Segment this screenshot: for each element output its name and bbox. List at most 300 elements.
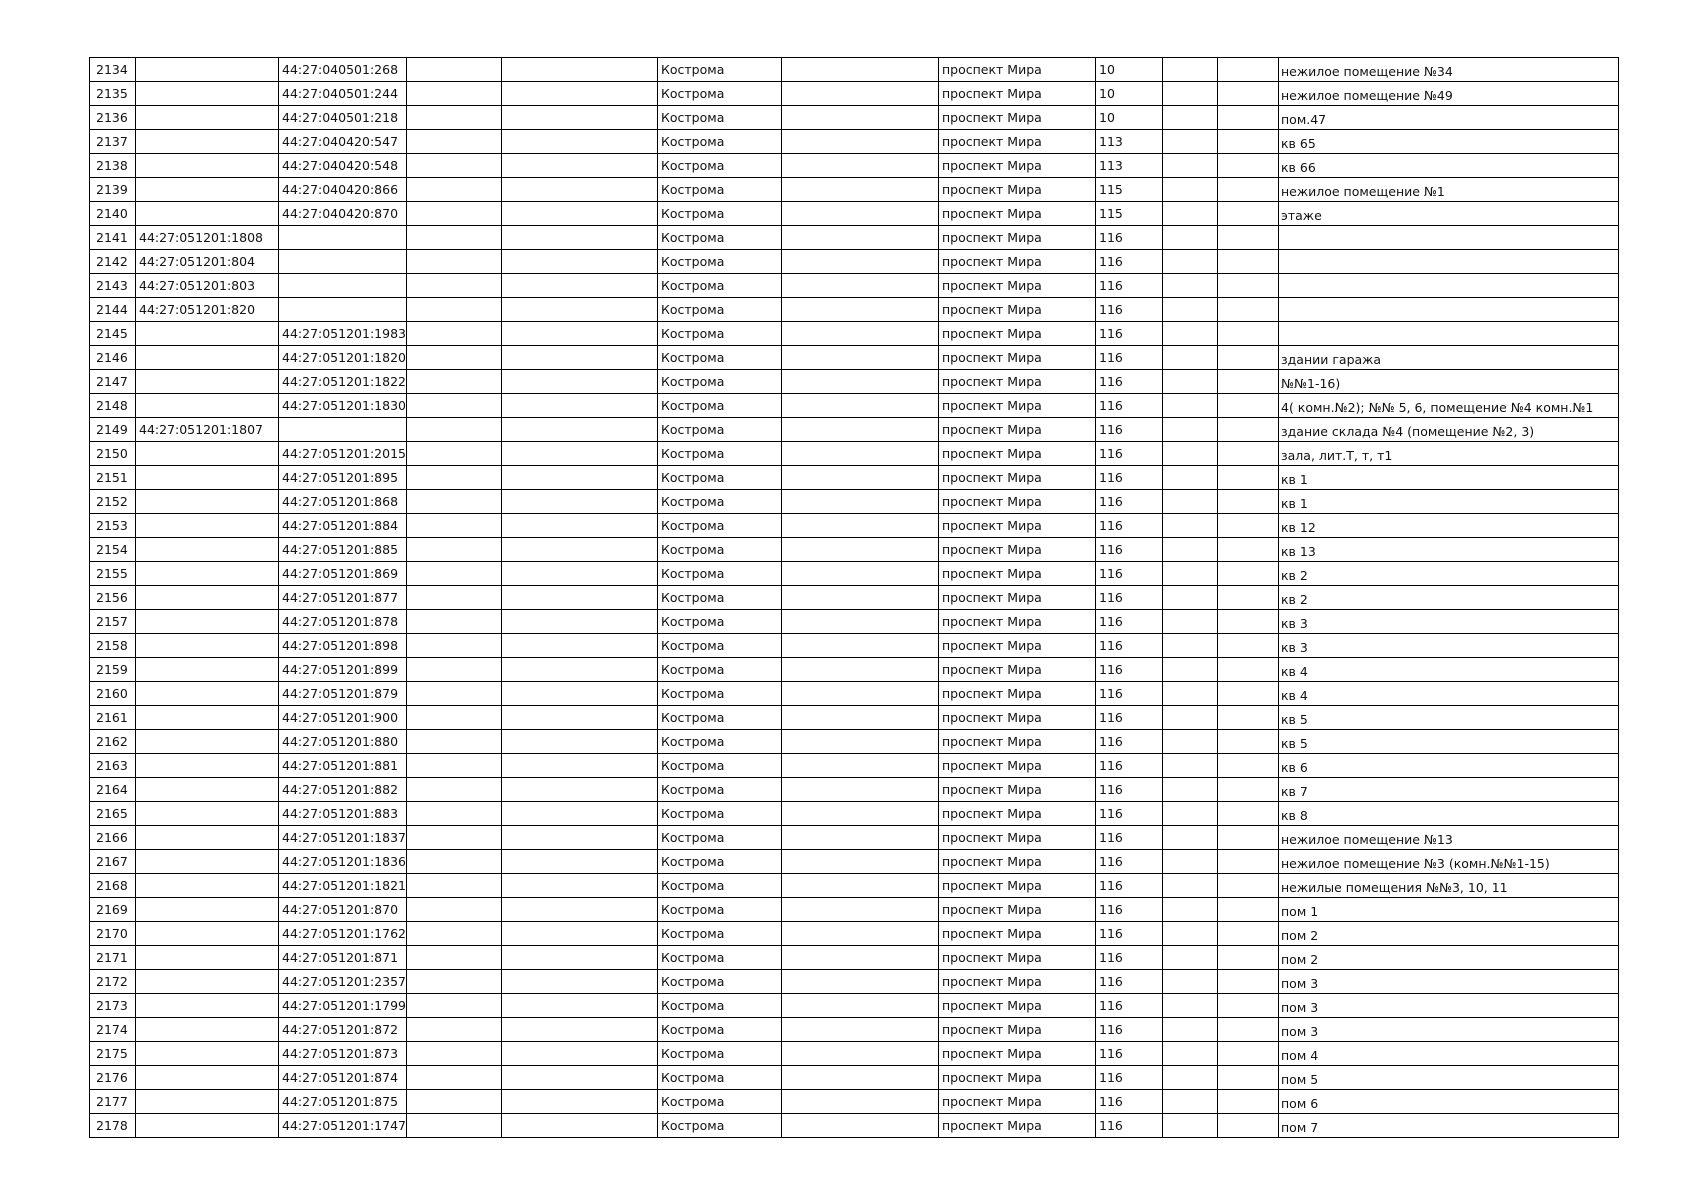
empty-cell bbox=[1163, 466, 1218, 490]
row-number-cell: 2143 bbox=[90, 274, 136, 298]
cadastral-number-cell bbox=[136, 946, 279, 970]
street-cell: проспект Мира bbox=[939, 826, 1096, 850]
row-number-cell: 2167 bbox=[90, 850, 136, 874]
empty-cell bbox=[782, 154, 939, 178]
house-number-cell: 116 bbox=[1096, 322, 1163, 346]
cadastral-number-cell bbox=[136, 802, 279, 826]
empty-cell bbox=[407, 274, 502, 298]
empty-cell bbox=[1218, 874, 1279, 898]
empty-cell bbox=[502, 898, 658, 922]
empty-cell bbox=[407, 538, 502, 562]
empty-cell bbox=[1218, 178, 1279, 202]
cadastral-number-cell bbox=[136, 1042, 279, 1066]
row-number-cell: 2166 bbox=[90, 826, 136, 850]
premises-cadastral-cell bbox=[279, 298, 407, 322]
empty-cell bbox=[1163, 1090, 1218, 1114]
empty-cell bbox=[782, 610, 939, 634]
cadastral-number-cell bbox=[136, 994, 279, 1018]
city-cell: Кострома bbox=[658, 1042, 782, 1066]
street-cell: проспект Мира bbox=[939, 538, 1096, 562]
empty-cell bbox=[1163, 946, 1218, 970]
empty-cell bbox=[1163, 994, 1218, 1018]
city-cell: Кострома bbox=[658, 466, 782, 490]
empty-cell bbox=[407, 658, 502, 682]
row-number-cell: 2159 bbox=[90, 658, 136, 682]
cadastral-number-cell bbox=[136, 178, 279, 202]
cadastral-number-cell bbox=[136, 514, 279, 538]
premises-description-cell: кв 4 bbox=[1279, 658, 1619, 682]
cadastral-number-cell bbox=[136, 130, 279, 154]
empty-cell bbox=[782, 586, 939, 610]
empty-cell bbox=[1218, 562, 1279, 586]
city-cell: Кострома bbox=[658, 538, 782, 562]
empty-cell bbox=[502, 802, 658, 826]
empty-cell bbox=[407, 1114, 502, 1138]
empty-cell bbox=[782, 346, 939, 370]
empty-cell bbox=[502, 490, 658, 514]
premises-description-cell bbox=[1279, 298, 1619, 322]
cadastral-number-cell bbox=[136, 658, 279, 682]
street-cell: проспект Мира bbox=[939, 106, 1096, 130]
empty-cell bbox=[1163, 898, 1218, 922]
row-number-cell: 2146 bbox=[90, 346, 136, 370]
empty-cell bbox=[502, 1018, 658, 1042]
house-number-cell: 116 bbox=[1096, 706, 1163, 730]
empty-cell bbox=[1218, 514, 1279, 538]
cadastral-number-cell bbox=[136, 490, 279, 514]
table-row bbox=[90, 634, 1619, 658]
empty-cell bbox=[782, 898, 939, 922]
row-number-cell: 2158 bbox=[90, 634, 136, 658]
empty-cell bbox=[782, 490, 939, 514]
empty-cell bbox=[502, 298, 658, 322]
cadastral-number-cell: 44:27:051201:803 bbox=[136, 274, 279, 298]
premises-description-cell: кв 2 bbox=[1279, 586, 1619, 610]
empty-cell bbox=[407, 826, 502, 850]
empty-cell bbox=[502, 394, 658, 418]
premises-cadastral-cell: 44:27:051201:1820 bbox=[279, 346, 407, 370]
table-row bbox=[90, 562, 1619, 586]
street-cell: проспект Мира bbox=[939, 922, 1096, 946]
table-row bbox=[90, 898, 1619, 922]
house-number-cell: 116 bbox=[1096, 274, 1163, 298]
empty-cell bbox=[1218, 370, 1279, 394]
house-number-cell: 116 bbox=[1096, 514, 1163, 538]
empty-cell bbox=[502, 538, 658, 562]
city-cell: Кострома bbox=[658, 1114, 782, 1138]
table-row bbox=[90, 1090, 1619, 1114]
empty-cell bbox=[407, 586, 502, 610]
empty-cell bbox=[1163, 58, 1218, 82]
table-row bbox=[90, 226, 1619, 250]
street-cell: проспект Мира bbox=[939, 658, 1096, 682]
empty-cell bbox=[407, 802, 502, 826]
empty-cell bbox=[782, 178, 939, 202]
city-cell: Кострома bbox=[658, 562, 782, 586]
row-number-cell: 2154 bbox=[90, 538, 136, 562]
city-cell: Кострома bbox=[658, 1018, 782, 1042]
empty-cell bbox=[782, 754, 939, 778]
empty-cell bbox=[407, 370, 502, 394]
city-cell: Кострома bbox=[658, 586, 782, 610]
empty-cell bbox=[502, 130, 658, 154]
premises-description-cell: пом 7 bbox=[1279, 1114, 1619, 1138]
premises-cadastral-cell: 44:27:051201:898 bbox=[279, 634, 407, 658]
empty-cell bbox=[782, 442, 939, 466]
empty-cell bbox=[1218, 1114, 1279, 1138]
empty-cell bbox=[1163, 1066, 1218, 1090]
street-cell: проспект Мира bbox=[939, 82, 1096, 106]
cadastral-number-cell: 44:27:051201:1808 bbox=[136, 226, 279, 250]
street-cell: проспект Мира bbox=[939, 298, 1096, 322]
table-row bbox=[90, 154, 1619, 178]
premises-description-cell: кв 7 bbox=[1279, 778, 1619, 802]
premises-cadastral-cell bbox=[279, 250, 407, 274]
cadastral-number-cell bbox=[136, 370, 279, 394]
house-number-cell: 116 bbox=[1096, 562, 1163, 586]
empty-cell bbox=[1163, 658, 1218, 682]
empty-cell bbox=[407, 394, 502, 418]
empty-cell bbox=[1218, 538, 1279, 562]
empty-cell bbox=[1163, 562, 1218, 586]
premises-cadastral-cell: 44:27:040420:548 bbox=[279, 154, 407, 178]
table-row bbox=[90, 82, 1619, 106]
empty-cell bbox=[782, 466, 939, 490]
row-number-cell: 2157 bbox=[90, 610, 136, 634]
table-row bbox=[90, 370, 1619, 394]
empty-cell bbox=[1218, 106, 1279, 130]
premises-cadastral-cell bbox=[279, 226, 407, 250]
empty-cell bbox=[502, 1114, 658, 1138]
empty-cell bbox=[782, 106, 939, 130]
empty-cell bbox=[502, 922, 658, 946]
premises-cadastral-cell: 44:27:051201:2015 bbox=[279, 442, 407, 466]
empty-cell bbox=[1218, 946, 1279, 970]
premises-cadastral-cell: 44:27:051201:884 bbox=[279, 514, 407, 538]
row-number-cell: 2175 bbox=[90, 1042, 136, 1066]
house-number-cell: 116 bbox=[1096, 1090, 1163, 1114]
street-cell: проспект Мира bbox=[939, 274, 1096, 298]
row-number-cell: 2139 bbox=[90, 178, 136, 202]
table-row bbox=[90, 730, 1619, 754]
premises-cadastral-cell: 44:27:051201:869 bbox=[279, 562, 407, 586]
premises-description-cell: нежилые помещения №№3, 10, 11 bbox=[1279, 874, 1619, 898]
cadastral-number-cell bbox=[136, 634, 279, 658]
empty-cell bbox=[1218, 826, 1279, 850]
table-row bbox=[90, 946, 1619, 970]
empty-cell bbox=[407, 1090, 502, 1114]
city-cell: Кострома bbox=[658, 754, 782, 778]
empty-cell bbox=[502, 706, 658, 730]
cadastral-number-cell bbox=[136, 730, 279, 754]
empty-cell bbox=[782, 1018, 939, 1042]
empty-cell bbox=[782, 274, 939, 298]
premises-description-cell bbox=[1279, 274, 1619, 298]
city-cell: Кострома bbox=[658, 778, 782, 802]
city-cell: Кострома bbox=[658, 250, 782, 274]
empty-cell bbox=[1163, 370, 1218, 394]
premises-cadastral-cell: 44:27:051201:1799 bbox=[279, 994, 407, 1018]
street-cell: проспект Мира bbox=[939, 634, 1096, 658]
row-number-cell: 2168 bbox=[90, 874, 136, 898]
cadastral-number-cell bbox=[136, 874, 279, 898]
row-number-cell: 2149 bbox=[90, 418, 136, 442]
row-number-cell: 2147 bbox=[90, 370, 136, 394]
empty-cell bbox=[407, 754, 502, 778]
street-cell: проспект Мира bbox=[939, 946, 1096, 970]
street-cell: проспект Мира bbox=[939, 1114, 1096, 1138]
empty-cell bbox=[1218, 586, 1279, 610]
cadastral-number-cell bbox=[136, 1018, 279, 1042]
premises-cadastral-cell: 44:27:040501:218 bbox=[279, 106, 407, 130]
street-cell: проспект Мира bbox=[939, 370, 1096, 394]
city-cell: Кострома bbox=[658, 418, 782, 442]
street-cell: проспект Мира bbox=[939, 586, 1096, 610]
city-cell: Кострома bbox=[658, 610, 782, 634]
street-cell: проспект Мира bbox=[939, 418, 1096, 442]
table-row bbox=[90, 922, 1619, 946]
house-number-cell: 116 bbox=[1096, 682, 1163, 706]
cadastral-number-cell bbox=[136, 850, 279, 874]
empty-cell bbox=[1163, 754, 1218, 778]
table-row bbox=[90, 994, 1619, 1018]
house-number-cell: 116 bbox=[1096, 370, 1163, 394]
premises-description-cell: нежилое помещение №1 bbox=[1279, 178, 1619, 202]
empty-cell bbox=[407, 682, 502, 706]
empty-cell bbox=[1163, 106, 1218, 130]
row-number-cell: 2153 bbox=[90, 514, 136, 538]
city-cell: Кострома bbox=[658, 130, 782, 154]
premises-cadastral-cell: 44:27:040501:244 bbox=[279, 82, 407, 106]
empty-cell bbox=[502, 466, 658, 490]
empty-cell bbox=[782, 1066, 939, 1090]
street-cell: проспект Мира bbox=[939, 514, 1096, 538]
house-number-cell: 116 bbox=[1096, 802, 1163, 826]
city-cell: Кострома bbox=[658, 394, 782, 418]
empty-cell bbox=[782, 922, 939, 946]
empty-cell bbox=[782, 58, 939, 82]
empty-cell bbox=[1218, 922, 1279, 946]
empty-cell bbox=[1163, 514, 1218, 538]
empty-cell bbox=[1163, 442, 1218, 466]
empty-cell bbox=[407, 106, 502, 130]
empty-cell bbox=[502, 154, 658, 178]
empty-cell bbox=[782, 778, 939, 802]
table-row bbox=[90, 1066, 1619, 1090]
row-number-cell: 2155 bbox=[90, 562, 136, 586]
row-number-cell: 2156 bbox=[90, 586, 136, 610]
house-number-cell: 116 bbox=[1096, 538, 1163, 562]
empty-cell bbox=[407, 562, 502, 586]
empty-cell bbox=[1218, 346, 1279, 370]
empty-cell bbox=[1218, 802, 1279, 826]
empty-cell bbox=[782, 82, 939, 106]
empty-cell bbox=[782, 874, 939, 898]
cadastral-number-cell bbox=[136, 1114, 279, 1138]
empty-cell bbox=[782, 1114, 939, 1138]
premises-description-cell: этаже bbox=[1279, 202, 1619, 226]
city-cell: Кострома bbox=[658, 370, 782, 394]
empty-cell bbox=[502, 1042, 658, 1066]
empty-cell bbox=[502, 82, 658, 106]
premises-description-cell bbox=[1279, 250, 1619, 274]
row-number-cell: 2144 bbox=[90, 298, 136, 322]
empty-cell bbox=[407, 466, 502, 490]
premises-description-cell: кв 13 bbox=[1279, 538, 1619, 562]
empty-cell bbox=[407, 850, 502, 874]
empty-cell bbox=[1218, 130, 1279, 154]
empty-cell bbox=[502, 58, 658, 82]
cadastral-number-cell: 44:27:051201:804 bbox=[136, 250, 279, 274]
row-number-cell: 2151 bbox=[90, 466, 136, 490]
premises-cadastral-cell: 44:27:051201:1822 bbox=[279, 370, 407, 394]
table-row bbox=[90, 970, 1619, 994]
table-row bbox=[90, 322, 1619, 346]
premises-description-cell bbox=[1279, 226, 1619, 250]
premises-description-cell: 4( комн.№2); №№ 5, 6, помещение №4 комн.№1 bbox=[1279, 394, 1619, 418]
row-number-cell: 2142 bbox=[90, 250, 136, 274]
house-number-cell: 116 bbox=[1096, 250, 1163, 274]
premises-description-cell: кв 5 bbox=[1279, 706, 1619, 730]
street-cell: проспект Мира bbox=[939, 970, 1096, 994]
premises-cadastral-cell: 44:27:051201:1821 bbox=[279, 874, 407, 898]
premises-cadastral-cell: 44:27:051201:868 bbox=[279, 490, 407, 514]
empty-cell bbox=[782, 226, 939, 250]
premises-cadastral-cell bbox=[279, 418, 407, 442]
premises-cadastral-cell: 44:27:051201:900 bbox=[279, 706, 407, 730]
table-row bbox=[90, 610, 1619, 634]
table-row bbox=[90, 466, 1619, 490]
empty-cell bbox=[502, 442, 658, 466]
empty-cell bbox=[1163, 226, 1218, 250]
city-cell: Кострома bbox=[658, 970, 782, 994]
premises-cadastral-cell: 44:27:040501:268 bbox=[279, 58, 407, 82]
table-row bbox=[90, 874, 1619, 898]
city-cell: Кострома bbox=[658, 802, 782, 826]
empty-cell bbox=[502, 658, 658, 682]
city-cell: Кострома bbox=[658, 490, 782, 514]
cadastral-number-cell bbox=[136, 466, 279, 490]
empty-cell bbox=[502, 418, 658, 442]
table-body bbox=[90, 58, 1619, 1138]
empty-cell bbox=[407, 610, 502, 634]
premises-description-cell: кв 66 bbox=[1279, 154, 1619, 178]
empty-cell bbox=[407, 178, 502, 202]
house-number-cell: 116 bbox=[1096, 586, 1163, 610]
house-number-cell: 116 bbox=[1096, 466, 1163, 490]
premises-description-cell: кв 1 bbox=[1279, 466, 1619, 490]
property-register-table bbox=[89, 57, 1619, 1138]
premises-description-cell: кв 3 bbox=[1279, 634, 1619, 658]
empty-cell bbox=[1218, 898, 1279, 922]
street-cell: проспект Мира bbox=[939, 1090, 1096, 1114]
premises-description-cell: кв 2 bbox=[1279, 562, 1619, 586]
empty-cell bbox=[502, 274, 658, 298]
premises-cadastral-cell: 44:27:051201:1983 bbox=[279, 322, 407, 346]
row-number-cell: 2173 bbox=[90, 994, 136, 1018]
premises-description-cell: пом 3 bbox=[1279, 1018, 1619, 1042]
premises-cadastral-cell: 44:27:051201:882 bbox=[279, 778, 407, 802]
row-number-cell: 2165 bbox=[90, 802, 136, 826]
empty-cell bbox=[1163, 970, 1218, 994]
city-cell: Кострома bbox=[658, 730, 782, 754]
empty-cell bbox=[407, 946, 502, 970]
empty-cell bbox=[782, 538, 939, 562]
cadastral-number-cell bbox=[136, 538, 279, 562]
row-number-cell: 2174 bbox=[90, 1018, 136, 1042]
premises-description-cell: кв 65 bbox=[1279, 130, 1619, 154]
empty-cell bbox=[1218, 394, 1279, 418]
empty-cell bbox=[502, 730, 658, 754]
street-cell: проспект Мира bbox=[939, 898, 1096, 922]
empty-cell bbox=[1218, 274, 1279, 298]
empty-cell bbox=[1218, 970, 1279, 994]
empty-cell bbox=[782, 322, 939, 346]
premises-cadastral-cell: 44:27:051201:881 bbox=[279, 754, 407, 778]
house-number-cell: 10 bbox=[1096, 106, 1163, 130]
empty-cell bbox=[782, 706, 939, 730]
empty-cell bbox=[1163, 682, 1218, 706]
premises-cadastral-cell: 44:27:051201:877 bbox=[279, 586, 407, 610]
empty-cell bbox=[1218, 610, 1279, 634]
empty-cell bbox=[1163, 634, 1218, 658]
premises-cadastral-cell: 44:27:051201:885 bbox=[279, 538, 407, 562]
city-cell: Кострома bbox=[658, 226, 782, 250]
cadastral-number-cell bbox=[136, 562, 279, 586]
empty-cell bbox=[1163, 250, 1218, 274]
row-number-cell: 2169 bbox=[90, 898, 136, 922]
empty-cell bbox=[502, 370, 658, 394]
empty-cell bbox=[1218, 994, 1279, 1018]
street-cell: проспект Мира bbox=[939, 490, 1096, 514]
house-number-cell: 116 bbox=[1096, 1018, 1163, 1042]
empty-cell bbox=[1218, 706, 1279, 730]
empty-cell bbox=[1218, 466, 1279, 490]
empty-cell bbox=[502, 970, 658, 994]
house-number-cell: 116 bbox=[1096, 1042, 1163, 1066]
house-number-cell: 116 bbox=[1096, 1066, 1163, 1090]
empty-cell bbox=[407, 130, 502, 154]
street-cell: проспект Мира bbox=[939, 802, 1096, 826]
empty-cell bbox=[407, 418, 502, 442]
empty-cell bbox=[1218, 442, 1279, 466]
empty-cell bbox=[502, 634, 658, 658]
table-row bbox=[90, 442, 1619, 466]
empty-cell bbox=[1218, 322, 1279, 346]
city-cell: Кострома bbox=[658, 946, 782, 970]
empty-cell bbox=[1163, 826, 1218, 850]
empty-cell bbox=[782, 658, 939, 682]
empty-cell bbox=[407, 970, 502, 994]
empty-cell bbox=[1163, 1114, 1218, 1138]
street-cell: проспект Мира bbox=[939, 1066, 1096, 1090]
empty-cell bbox=[407, 1042, 502, 1066]
empty-cell bbox=[1218, 658, 1279, 682]
table-row bbox=[90, 130, 1619, 154]
empty-cell bbox=[782, 946, 939, 970]
empty-cell bbox=[1218, 58, 1279, 82]
row-number-cell: 2134 bbox=[90, 58, 136, 82]
empty-cell bbox=[502, 826, 658, 850]
premises-description-cell: пом 2 bbox=[1279, 946, 1619, 970]
street-cell: проспект Мира bbox=[939, 322, 1096, 346]
empty-cell bbox=[1218, 82, 1279, 106]
empty-cell bbox=[407, 922, 502, 946]
empty-cell bbox=[502, 250, 658, 274]
empty-cell bbox=[407, 1018, 502, 1042]
cadastral-number-cell bbox=[136, 610, 279, 634]
empty-cell bbox=[1163, 1018, 1218, 1042]
